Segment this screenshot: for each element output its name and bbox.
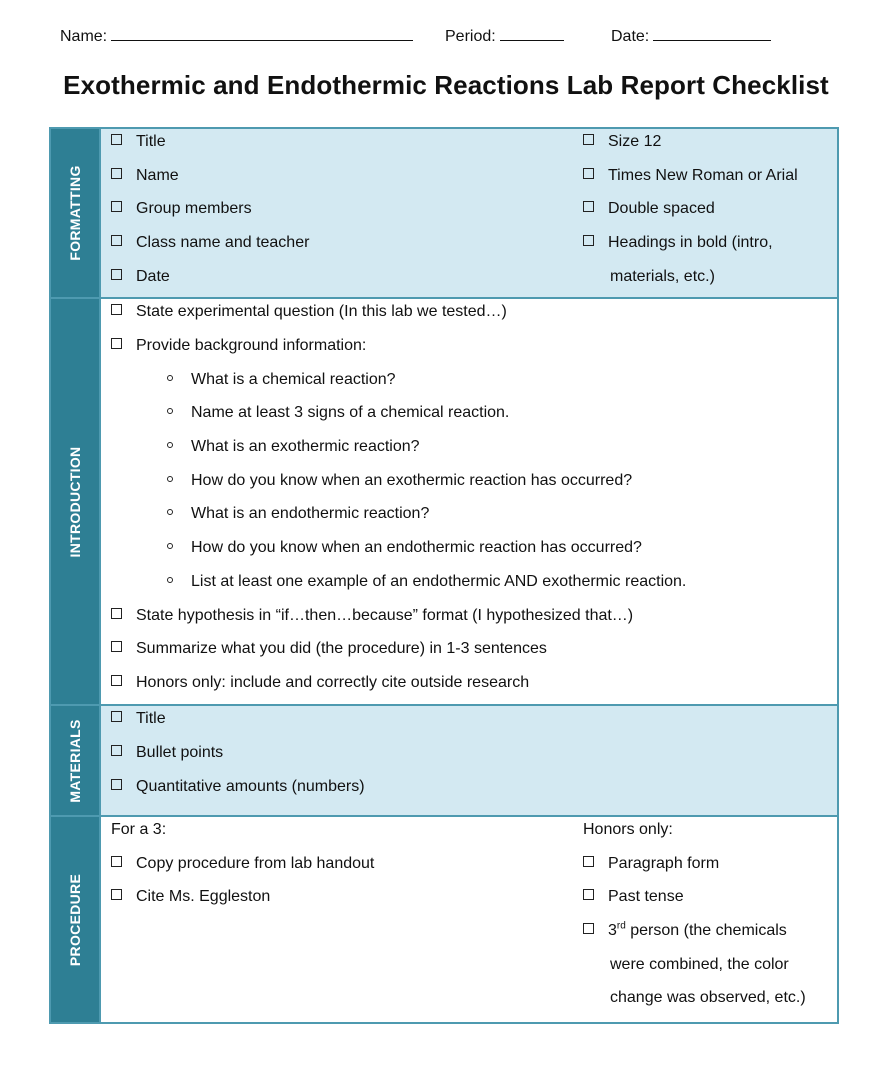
circle-bullet-icon [167,476,173,482]
sub-list-item: How do you know when an endothermic reaction has occurred? [167,534,642,568]
checkbox[interactable] [111,134,122,145]
list-item: Cite Ms. Eggleston [111,883,270,917]
checkbox[interactable] [111,269,122,280]
list-item: Date [111,263,170,297]
procedure-right-heading: Honors only: [583,821,673,838]
date-label: Date: [611,28,650,45]
circle-bullet-icon [167,408,173,414]
sub-list-item: How do you know when an exothermic reaction has occurred? [167,467,632,501]
checkbox[interactable] [111,675,122,686]
materials-section [51,706,837,817]
name-label: Name: [60,28,108,45]
list-item: Provide background information: [111,332,366,366]
checkbox[interactable] [583,201,594,212]
checkbox[interactable] [583,889,594,900]
introduction-label: INTRODUCTION [67,446,83,557]
checkbox[interactable] [111,779,122,790]
procedure-section [51,817,837,1022]
list-item: Quantitative amounts (numbers) [111,773,365,807]
procedure-content [101,817,837,1022]
list-item: Size 12 [583,128,661,162]
list-item: Summarize what you did (the procedure) in 1-3 sentences [111,635,547,669]
period-label: Period: [445,28,496,45]
period-field [445,24,564,46]
introduction-side-bar [51,299,101,704]
sub-list-item: List at least one example of an endothermic AND exothermic reaction. [167,568,686,602]
list-item: State hypothesis in “if…then…because” format (I hypothesized that…) [111,602,633,636]
checkbox[interactable] [111,856,122,867]
checkbox[interactable] [111,201,122,212]
checkbox[interactable] [111,711,122,722]
list-item: Past tense [583,883,684,917]
list-item: Title [111,128,166,162]
introduction-content [101,299,837,704]
circle-bullet-icon [167,577,173,583]
circle-bullet-icon [167,375,173,381]
list-item-continuation: were combined, the color [610,956,789,973]
list-item: Honors only: include and correctly cite outside research [111,669,529,703]
list-item: Times New Roman or Arial [583,162,798,196]
sub-list-item: What is an endothermic reaction? [167,500,429,534]
circle-bullet-icon [167,442,173,448]
list-item-continuation: materials, etc.) [610,268,715,285]
date-field [611,24,771,46]
procedure-label: PROCEDURE [67,873,83,966]
list-item: Class name and teacher [111,229,309,263]
student-info-line [0,24,892,48]
list-item: Bullet points [111,739,223,773]
list-item: Copy procedure from lab handout [111,850,374,884]
list-item: 3rd person (the chemicals [583,917,787,951]
materials-content [101,706,837,815]
materials-label: MATERIALS [67,718,83,803]
circle-bullet-icon [167,543,173,549]
checkbox[interactable] [111,304,122,315]
checkbox[interactable] [111,235,122,246]
checkbox[interactable] [111,168,122,179]
introduction-section [51,299,837,706]
checkbox[interactable] [583,235,594,246]
circle-bullet-icon [167,509,173,515]
procedure-left-heading: For a 3: [111,821,167,838]
list-item: State experimental question (In this lab we tested…) [111,298,507,332]
sub-list-item: Name at least 3 signs of a chemical reaction. [167,399,509,433]
list-item: Group members [111,195,252,229]
checkbox[interactable] [111,745,122,756]
checkbox[interactable] [583,168,594,179]
checkbox[interactable] [583,856,594,867]
formatting-content [101,129,837,297]
checkbox[interactable] [583,134,594,145]
formatting-side-bar [51,129,101,297]
list-item: Paragraph form [583,850,719,884]
name-blank[interactable] [111,24,413,41]
list-item: Name [111,162,179,196]
procedure-side-bar [51,817,101,1022]
sub-list-item: What is an exothermic reaction? [167,433,420,467]
checklist-table [49,127,839,1024]
list-item: Headings in bold (intro, [583,229,773,263]
materials-side-bar [51,706,101,815]
name-field [60,24,413,46]
checkbox[interactable] [111,338,122,349]
list-item-continuation: change was observed, etc.) [610,989,806,1006]
checkbox[interactable] [583,923,594,934]
list-item: Double spaced [583,195,715,229]
checkbox[interactable] [111,889,122,900]
formatting-section [51,129,837,299]
formatting-label: FORMATTING [67,165,83,261]
date-blank[interactable] [653,24,771,41]
sub-list-item: What is a chemical reaction? [167,366,396,400]
period-blank[interactable] [500,24,564,41]
checkbox[interactable] [111,608,122,619]
page-title: Exothermic and Endothermic Reactions Lab Report Checklist [63,70,829,100]
list-item: Title [111,705,166,739]
checkbox[interactable] [111,641,122,652]
